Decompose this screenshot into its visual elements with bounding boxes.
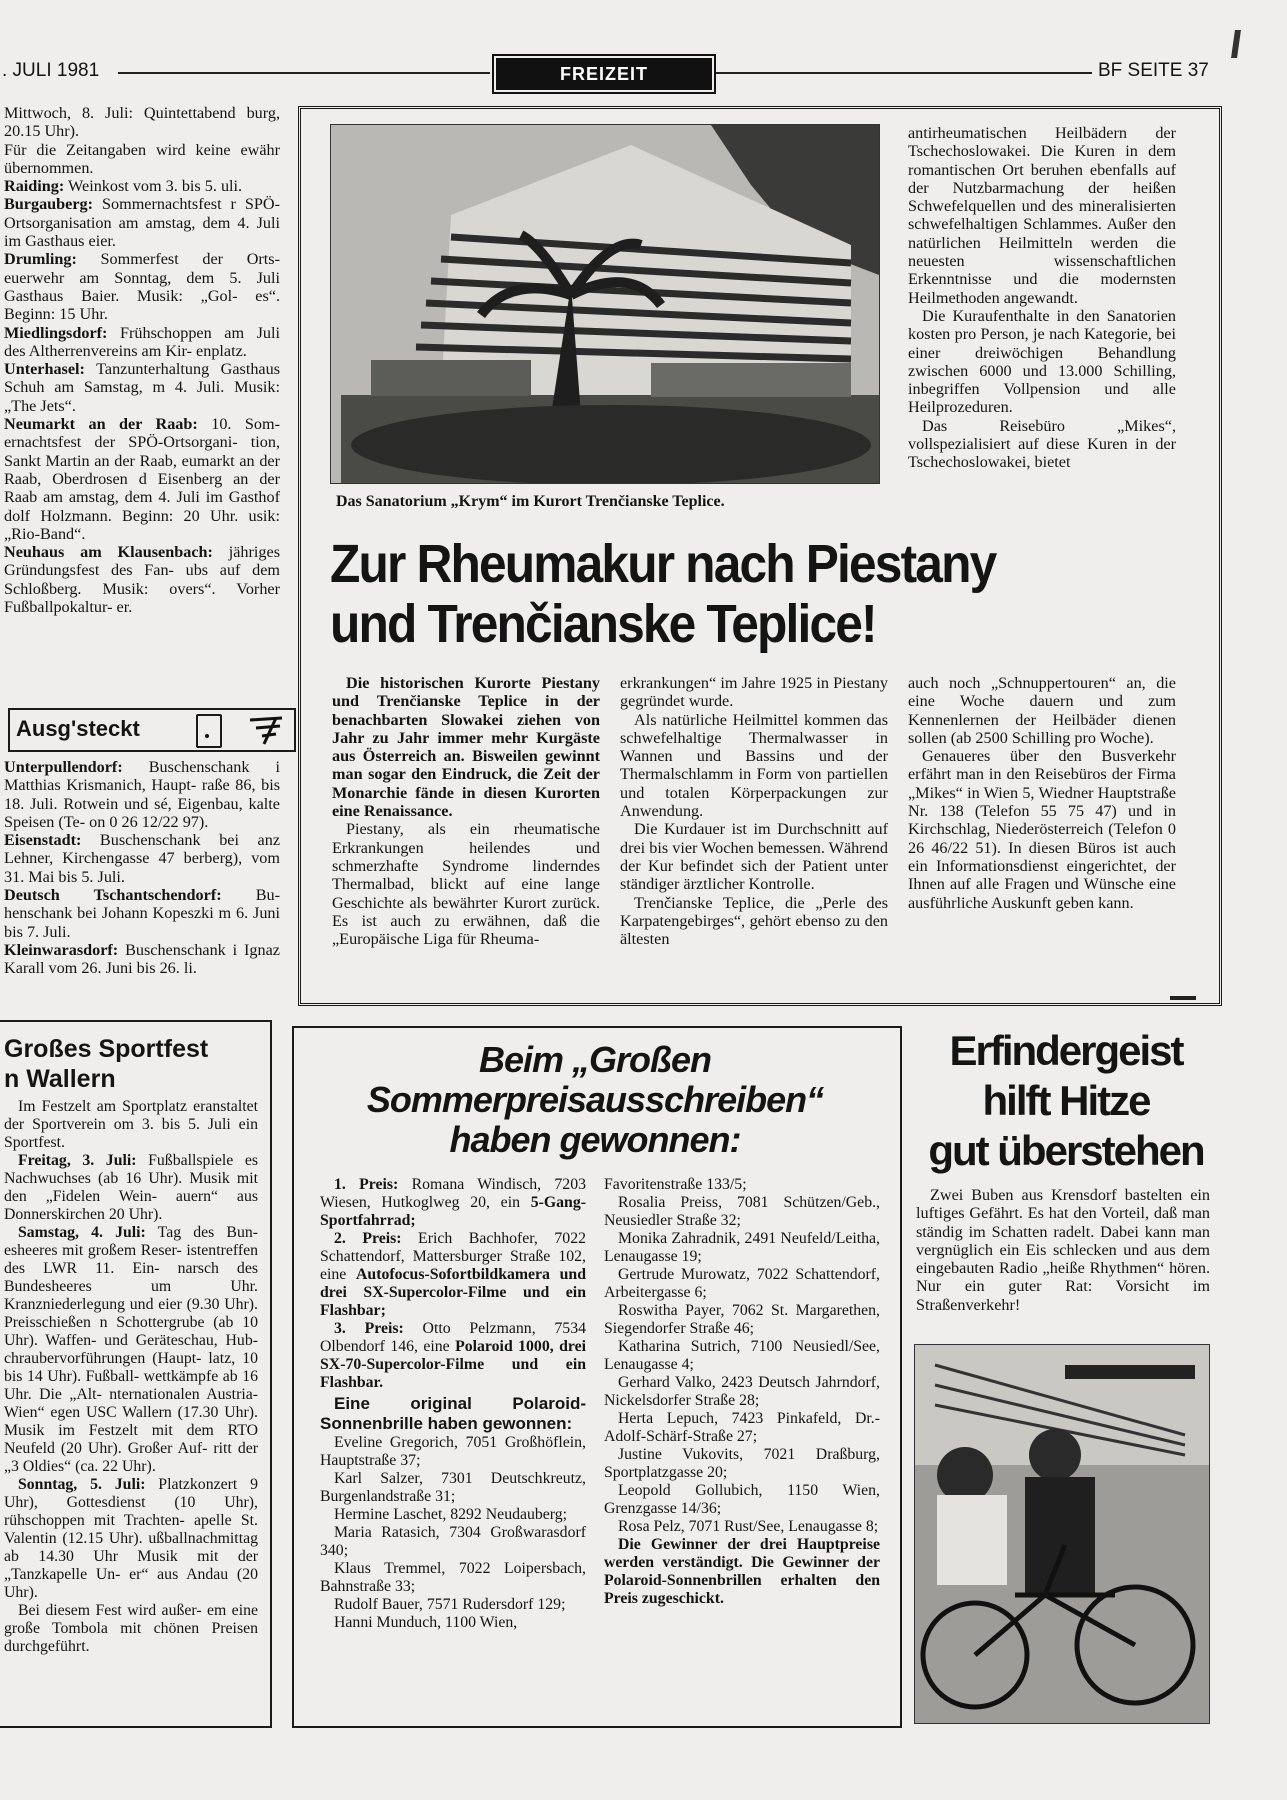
ausgsteckt-title: Ausg'steckt: [16, 716, 140, 741]
event-listing: [4, 104, 280, 616]
bicycle-photo: [914, 1344, 1210, 1724]
winner-entry: Leopold Gollubich, 1150 Wien, Grenzgasse 14/36;: [604, 1482, 880, 1517]
winner-entry: Gerhard Valko, 2423 Deutsch Jahrndorf, Nickelsdorfer Straße 28;: [604, 1374, 880, 1409]
event-item: Raiding: Weinkost vom 3. bis 5. uli.: [4, 177, 243, 196]
winner-entry: Rosalia Preiss, 7081 Schützen/Geb., Neusiedler Straße 32;: [604, 1194, 880, 1229]
kur-paragraph: Die Kurdauer ist im Durchschnitt auf drei bis vier Wochen bemessen. Während der Kur befindet sich der Patient unter ständiger ärztlicher Kontrolle.: [620, 820, 888, 894]
sportfest-paragraph: Freitag, 3. Juli: Fußballspiele es Nachwuchses (ab 16 Uhr). Musik mit den „Fidelen Wein- auern“ aus Donnerskirchen 20 Uhr).: [4, 1152, 258, 1223]
sportfest-paragraph: Bei diesem Fest wird außer- em eine große Tombola mit chönen Preisen durchgeführt.: [4, 1602, 258, 1655]
main-prize: 1. Preis: Romana Windisch, 7203 Wiesen, Hutkoglweg 20, ein 5-Gang-Sportfahrrad;: [320, 1176, 586, 1229]
winner-entry: Rosa Pelz, 7071 Rust/See, Lenaugasse 8;: [618, 1518, 879, 1535]
winners-column-2: [604, 1176, 880, 1608]
kur-paragraph: auch noch „Schnuppertouren“ an, die eine Woche dauern und zum Kennenlernen der Heilbäder dienen sollen (ab 2500 Schilling pro Woche).: [908, 674, 1176, 747]
margin-mark: [1231, 30, 1241, 58]
winners-closing-note: Die Gewinner der drei Hauptpreise werden verständigt. Die Gewinner der Polaroid-Sonnenbrillen erhalten den Preis zugeschickt.: [604, 1536, 880, 1607]
buschenschank-item: Deutsch Tschantschendorf: Bu- henschank bei Johann Kopeszki m 6. Juni bis 7. Juli.: [4, 886, 281, 941]
kur-paragraph: erkrankungen“ im Jahre 1925 in Piestany gegründet wurde.: [620, 674, 888, 711]
event-item: Drumling: Sommerfest der Orts- euerwehr am Sonntag, dem 5. Juli Gasthaus Baier. Musik: „Gol- es“. Beginn: 15 Uhr.: [4, 250, 280, 324]
kur-paragraph: Als natürliche Heilmittel kommen das schwefelhaltige Thermalwasser in Wannen und Bassins und der Thermalschlamm in Form von partiellen und totalen Körperpackungen zur Anwendung.: [620, 710, 888, 821]
winner-entry: Rudolf Bauer, 7571 Rudersdorf 129;: [334, 1596, 566, 1613]
event-item: Miedlingsdorf: Frühschoppen am Juli des Altherrenvereins am Kir- enplatz.: [4, 323, 280, 360]
event-item: Burgauberg: Sommernachtsfest r SPÖ-Ortsorganisation am amstag, dem 4. Juli im Gasthaus eier.: [4, 195, 280, 251]
winner-entry: Hermine Laschet, 8292 Neudauberg;: [334, 1506, 568, 1523]
sportfest-body: [4, 1098, 258, 1656]
kur-lead: Die historischen Kurorte Piestany und Trenčianske Teplice in der benachbarten Slowakei ziehen von Jahr zu Jahr immer mehr Kurgäste aus Österreich an. Bisweilen gewinnt man sogar den Eindruck, die Zeit der Monarchie fände in diesen Kurorten eine Renaissance.: [332, 674, 600, 821]
winner-entry: Maria Ratasich, 7304 Großwarasdorf 340;: [320, 1524, 586, 1559]
kur-paragraph: antirheumatischen Heilbädern der Tschechoslowakei. Die Kuren in dem romantischen Ort beruhen ebenfalls auf der Nutzbarmachung der heißen Schwefelquellen und des mineralisierten schwefelhaltigen Schlammes. Außer den natürlichen Heilmitteln werden die neuesten wissenschaftlichen Erkenntnisse und die modernsten Heilmethoden angewandt.: [908, 124, 1176, 307]
winners-headline: Beim „Großen Sommerpreisausschreiben“ haben gewonnen:: [366, 1039, 824, 1160]
sportfest-paragraph: Sonntag, 5. Juli: Platzkonzert 9 Uhr), Gottesdienst (10 Uhr), rühschoppen mit Trachten- apelle St. Valentin (12.15 Uhr). ußballnachmittag ab 14.30 Uhr Musik mit der „Tanzkapelle Un- er“ aus Andau (20 Uhr).: [4, 1476, 258, 1601]
kur-right-column: [908, 124, 1176, 472]
header-rule-right: [716, 72, 1092, 74]
buschenschank-item: Eisenstadt: Buschenschank bei anz Lehner, Kirchengasse 47 berberg), vom 31. Mai bis 5. Juli.: [4, 831, 280, 886]
winner-entry: Herta Lepuch, 7423 Pinkafeld, Dr.-Adolf-Schärf-Straße 27;: [604, 1410, 880, 1445]
event-item: Neuhaus am Klausenbach: jähriges Gründungsfest des Fan- ubs auf dem Schloßberg. Musik: overs“. Vorher Fußballpokaltur- er.: [4, 543, 280, 617]
winner-entry: Klaus Tremmel, 7022 Loipersbach, Bahnstraße 33;: [320, 1560, 586, 1595]
winner-entry: Justine Vukovits, 7021 Draßburg, Sportplatzgasse 20;: [604, 1446, 880, 1481]
winner-entry: Roswitha Payer, 7062 St. Margarethen, Siegendorfer Straße 46;: [604, 1302, 880, 1337]
winner-entry: Karl Salzer, 7301 Deutschkreutz, Burgenlandstraße 31;: [320, 1470, 586, 1505]
sportfest-paragraph: Samstag, 4. Juli: Tag des Bun- esheeres mit großem Reser- istentreffen des LWR 11. Ein- narsch des Bundesheeres um Uhr. Kranzniederlegung und eier (9.30 Uhr). Preisschießen n Schottergrube (ab 10 Uhr). Waffen- und Geräteschau, Hub- chraubervorführungen (Haupt- latz, 10 bis 14 Uhr). Fußball- wettkämpfe ab 16 Uhr. Die „Alt- nternationalen Austria-Wien“ egen USC Wallern (17.30 Uhr). Musik im Festzelt mit dem RTO Neufeld (20 Uhr). Großer Auf- ritt der „3 Oldies“ (ca. 22 Uhr).: [4, 1224, 258, 1475]
ausgsteckt-label-box: [8, 708, 296, 752]
sanatorium-illustration: [331, 125, 879, 483]
erfindergeist-body: Zwei Buben aus Krensdorf bastelten ein luftiges Gefährt. Es hat den Vorteil, daß man ständig im Schatten radelt. Dabei kann man vergnüglich ein Eis schlecken und aus dem eingebauten Radio „heiße Rhythmen“ hören. Nur ein guter Rat: Vorsicht im Straßenverkehr!: [916, 1186, 1210, 1314]
winner-entry: Eveline Gregorich, 7051 Großhöflein, Hauptstraße 37;: [320, 1434, 586, 1469]
kur-column-1: [332, 674, 600, 948]
winner-entry: Katharina Sutrich, 7100 Neusiedl/See, Lenaugasse 4;: [604, 1338, 880, 1373]
winner-entry: Monika Zahradnik, 2491 Neufeld/Leitha, Lenaugasse 19;: [604, 1230, 880, 1265]
kur-column-2: [620, 674, 888, 948]
end-mark: [1170, 996, 1196, 1000]
winner-entry: Favoritenstraße 133/5;: [604, 1176, 747, 1193]
buschenschank-item: Unterpullendorf: Buschenschank i Matthias Krismanich, Haupt- raße 86, bis 18. Juli. Rotwein und sé, Eigenbau, kalte Speisen (Te- on 0 26 12/22 97).: [4, 758, 280, 831]
ausgsteckt-listing: [4, 758, 280, 978]
main-prize: 2. Preis: Erich Bachhofer, 7022 Schattendorf, Mattersburger Straße 102, eine Autofocus-Sofortbildkamera und drei SX-Supercolor-Filme und ein Flashbar;: [320, 1230, 587, 1319]
kur-paragraph: Das Reisebüro „Mikes“, vollspezialisiert auf diese Kuren in der Tschechoslowakei, bietet: [908, 416, 1176, 472]
buschenschank-item: Kleinwarasdorf: Buschenschank i Ignaz Karall vom 26. Juni bis 26. li.: [4, 940, 280, 978]
main-prize: 3. Preis: Otto Pelzmann, 7534 Olbendorf 146, eine Polaroid 1000, drei SX-70-Supercolor-Filme und ein Flashbar.: [320, 1320, 586, 1391]
sanatorium-photo: [330, 124, 880, 484]
section-tag: FREIZEIT: [496, 58, 712, 90]
event-item: Neumarkt an der Raab: 10. Som- ernachtsfest der SPÖ-Ortsorgani- tion, Sankt Martin an der Raab, eumarkt an der Raab, Oberdrosen d Eisenberg an der Raab am amstag, dem 4. Juli im Gasthof dolf Holzmann. Beginn: 20 Uhr. usik: „Rio-Band“.: [4, 415, 280, 543]
issue-date: . JULI 1981: [2, 60, 100, 81]
sportfest-title: Großes Sportfest n Wallern: [4, 1035, 209, 1093]
winners-column-1: [320, 1176, 586, 1632]
glass-icon: [196, 714, 222, 748]
sportfest-paragraph: Im Festzelt am Sportplatz eranstaltet der Sportverein om 3. bis 5. Juli ein Sportfest.: [4, 1098, 258, 1151]
kur-paragraph: Die Kuraufenthalte in den Sanatorien kosten pro Person, je nach Kategorie, bei einer dreiwöchigen Behandlung zwischen 6000 und 13.000 Schilling, inbegriffen Vollpension und alle Heilprozeduren.: [908, 306, 1176, 417]
kur-paragraph: Piestany, als ein rheumatische Erkrankungen heilendes und schmerzhafte Syndrome linderndes Thermalbad, blickt auf eine lange Geschichte als bewährter Kurort zurück. Es ist auch zu erwähnen, daß die „Europäische Liga für Rheuma-: [332, 820, 600, 949]
kur-paragraph: Genaueres über den Busverkehr erfährt man in den Reisebüros der Firma „Mikes“ in Wien 5, Wiedner Hauptstraße Nr. 138 (Telefon 55 75 47) und in Kirchschlag, Niederösterreich (Telefon 0 26 46/22 51). In diesen Büros ist auch ein Informationsdienst eingerichtet, der Ihnen auf alle Fragen und Wünsche eine ausführliche Auskunft geben kann.: [908, 747, 1176, 912]
header-rule-left: [118, 72, 490, 74]
kur-column-3: [908, 674, 1176, 912]
winner-entry: Hanni Munduch, 1100 Wien,: [334, 1614, 518, 1631]
photo-caption: Das Sanatorium „Krym“ im Kurort Trenčianske Teplice.: [336, 493, 725, 510]
sunglasses-heading: Eine original Polaroid-Sonnenbrille haben gewonnen:: [320, 1394, 586, 1433]
winner-entry: Gertrude Murowatz, 7022 Schattendorf, Arbeitergasse 6;: [604, 1266, 880, 1301]
event-item: Mittwoch, 8. Juli: Quintettabend burg, 20.15 Uhr).: [4, 104, 280, 141]
kur-paragraph: Trenčianske Teplice, die „Perle des Karpatengebirges“, gehört ebenso zu den ältesten: [620, 893, 888, 949]
event-item: Unterhasel: Tanzunterhaltung Gasthaus Schuh am Samstag, m 4. Juli. Musik: „The Jets“.: [4, 360, 280, 415]
page-number: BF SEITE 37: [1098, 60, 1209, 81]
pine-branch-icon: [246, 714, 286, 746]
kur-headline: Zur Rheumakur nach Piestany und Trenčianske Teplice!: [330, 534, 996, 654]
event-item: Für die Zeitangaben wird keine ewähr übernommen.: [4, 140, 280, 177]
bicycle-illustration: [915, 1345, 1209, 1723]
erfindergeist-headline: Erfindergeist hilft Hitze gut überstehen: [928, 1027, 1204, 1174]
